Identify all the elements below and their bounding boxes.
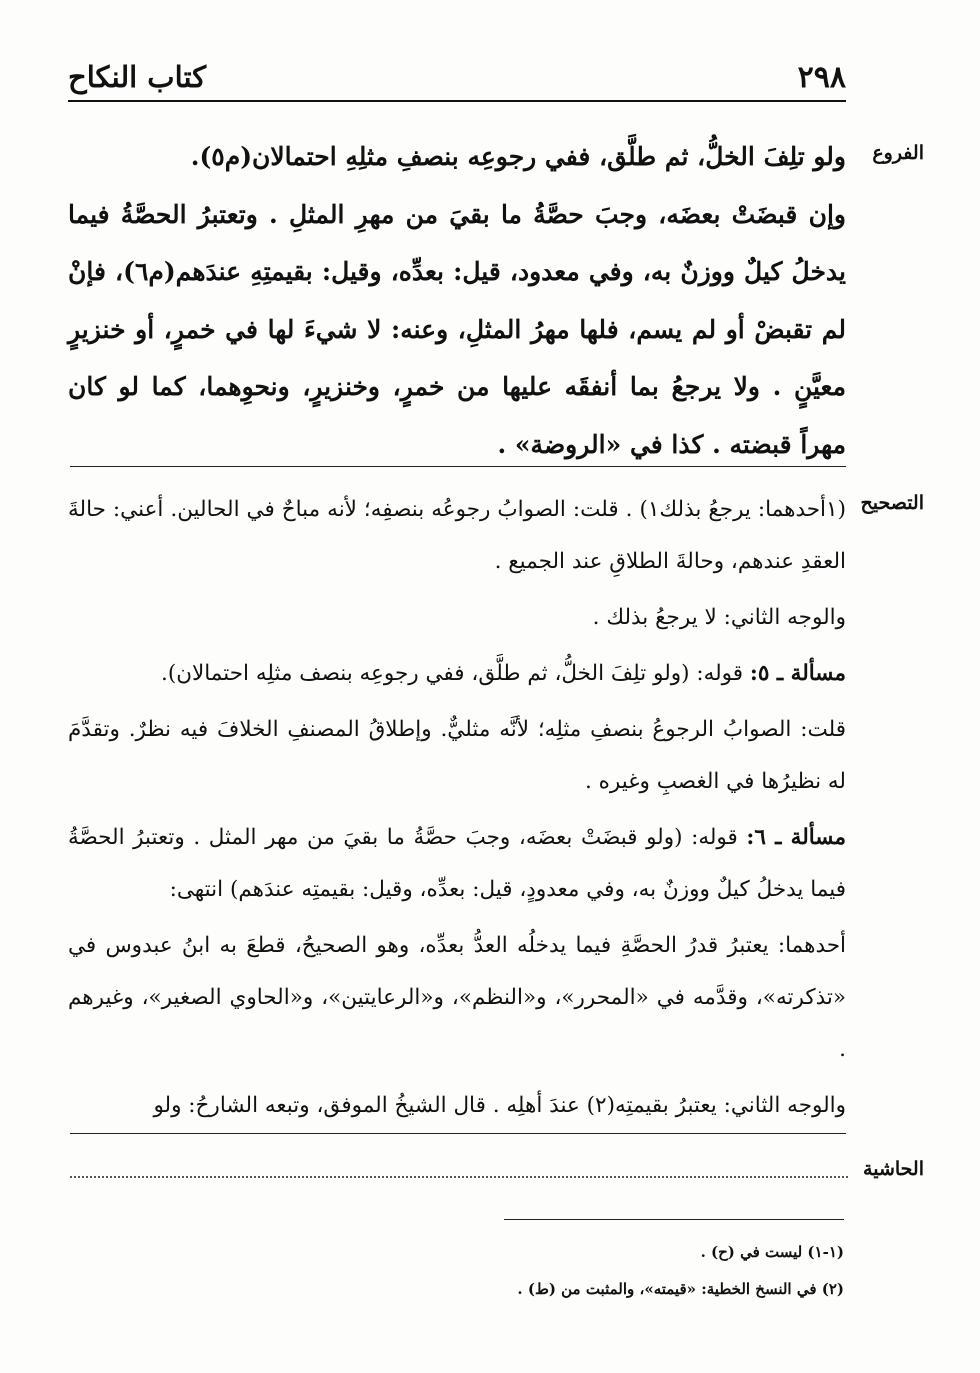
hashiya-dotted-line (70, 1176, 848, 1178)
book-title: كتاب النكاح (68, 60, 207, 94)
section-divider (70, 1133, 846, 1134)
furu-section (68, 128, 846, 473)
masala-label: مسألة ـ ٦: (746, 825, 846, 850)
header-rule (68, 100, 846, 102)
label-tashih: التصحيح (860, 492, 924, 514)
running-header (68, 58, 846, 102)
furu-paragraph-2: وإن قبضَتْ بعضَه، وجبَ حصَّةُ ما بقيَ من مهرِ المثلِ . وتعتبرُ الحصَّةُ فيما يدخلُ كيلٌ ووزنٌ به، وفي معدود، قيل: بعدِّه، وقيل: بقيمتِهِ عندَهم(م٦)، فإنْ لم تقبضْ أو لم يسم، فلها مهرُ المثلِ، وعنه: لا شيءَ لها في خمرٍ، أو خنزيرٍ معيَّنٍ . ولا يرجعُ بما أنفقَه عليها من خمرٍ، وخنزيرٍ، ونحوِهما، كما لو كان مهراً قبضته . كذا في «الروضة» . (68, 199, 846, 459)
masala-6 (68, 812, 846, 916)
masala-5 (68, 648, 846, 700)
label-furu: الفروع (872, 142, 924, 164)
tashih-paragraph: (١أحدهما: يرجعُ بذلك١) . قلت: الصوابُ رجوعُه بنصفِه؛ لأنه مباحٌ في الحالين. أعني: حالةَ العقدِ عندهم، وحالةَ الطلاقِ عند الجميع . (68, 497, 846, 574)
label-hashiya: الحاشية (863, 1158, 924, 1180)
tashih-section (68, 484, 846, 1132)
footnote-rule (504, 1219, 844, 1220)
furu-paragraph-1: ولو تلِفَ الخلُّ، ثم طلَّق، ففي رجوعِه بنصفِ مثلِهِ احتمالان(م٥). (190, 142, 846, 171)
page-number: ٢٩٨ (797, 60, 846, 95)
tashih-paragraph: والوجه الثاني: يعتبرُ بقيمتِه(٢) عندَ أهلِه . قال الشيخُ الموفق، وتبعه الشارحُ: ولو (153, 1093, 846, 1118)
masala-text: قوله: (ولو تلِفَ الخلُّ، ثم طلَّق، ففي رجوعِه بنصف مثلِه احتمالان). (160, 661, 750, 686)
tashih-paragraph: والوجه الثاني: لا يرجعُ بذلك . (592, 605, 846, 630)
masala-text: قوله: (ولو قبضَتْ بعضَه، وجبَ حصَّةُ ما بقيَ من مهر المثل . وتعتبرُ الحصَّةُ فيما يدخلُ كيلٌ ووزنٌ به، وفي معدودٍ، قيل: بعدِّه، وقيل: بقيمتِه عندَهم) انتهى: (68, 825, 846, 902)
footnotes (400, 1234, 844, 1308)
tashih-paragraph: قلت: الصوابُ الرجوعُ بنصفِ مثلِه؛ لأنَّه مثليٌّ. وإطلاقُ المصنفِ الخلافَ فيه نظرٌ. وتقدَّمَ له نظيرُها في الغصبِ وغيره . (68, 717, 846, 794)
section-divider (70, 466, 846, 467)
footnote: (١-١) ليست في (ح) . (700, 1243, 844, 1261)
masala-label: مسألة ـ ٥: (749, 661, 846, 686)
footnote: (٢) في النسخ الخطية: «قيمته»، والمثبت من (ط) . (517, 1280, 844, 1298)
tashih-paragraph: أحدهما: يعتبرُ قدرُ الحصَّةِ فيما يدخلُه العدُّ بعدِّه، وهو الصحيحُ، قطعَ به ابنُ عبدوس في «تذكرته»، وقدَّمه في «المحرر»، و«النظم»، و«الرعايتين»، و«الحاوي الصغير»، وغيرهم . (68, 933, 846, 1062)
